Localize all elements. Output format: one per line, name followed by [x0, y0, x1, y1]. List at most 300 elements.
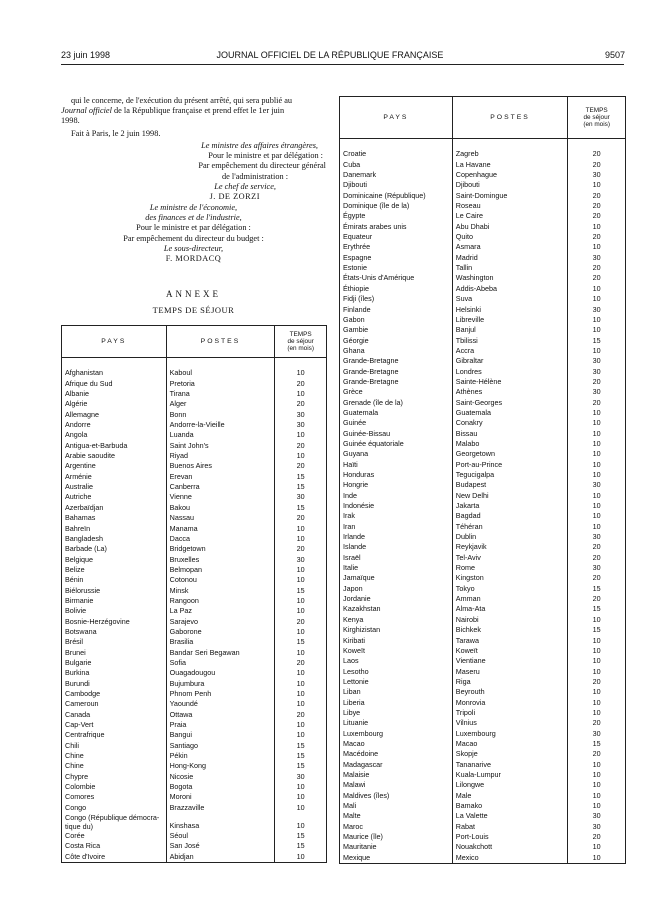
cell-poste: Beyrouth [452, 687, 568, 697]
cell-temps: 10 [275, 575, 327, 585]
cell-poste: Saint John's [166, 441, 275, 451]
table-row [62, 461, 327, 471]
col-header-temps: TEMPS de séjour (en mois) [275, 326, 327, 358]
cell-pays: Maurice (île) [340, 832, 453, 842]
cell-pays: Laos [340, 656, 453, 666]
table-row [340, 594, 626, 604]
cell-poste: Bakou [166, 503, 275, 513]
table-row [340, 180, 626, 190]
cell-pays: Égypte [340, 211, 453, 221]
cell-temps: 10 [568, 408, 626, 418]
table-right [339, 96, 626, 864]
table-row [62, 565, 327, 575]
cell-temps: 10 [275, 720, 327, 730]
cell-temps: 15 [275, 586, 327, 596]
table-row [62, 544, 327, 554]
table-row [340, 191, 626, 201]
cell-pays: Brunei [62, 648, 167, 658]
cell-pays: Kazakhstan [340, 604, 453, 614]
cell-pays: Estonie [340, 263, 453, 273]
cell-poste: Abidjan [166, 852, 275, 863]
cell-temps: 10 [568, 222, 626, 232]
cell-temps: 10 [275, 679, 327, 689]
cell-temps: 10 [275, 668, 327, 678]
cell-temps: 10 [568, 429, 626, 439]
cell-pays: Inde [340, 491, 453, 501]
cell-pays: Guyana [340, 449, 453, 459]
cell-pays: Mali [340, 801, 453, 811]
table-row [62, 730, 327, 740]
table-row [340, 387, 626, 397]
cell-poste: Saint-Domingue [452, 191, 568, 201]
table-row [340, 677, 626, 687]
cell-poste: Moroni [166, 792, 275, 802]
cell-pays: Haïti [340, 460, 453, 470]
cell-poste: Conakry [452, 418, 568, 428]
cell-temps: 20 [275, 461, 327, 471]
cell-pays: Irlande [340, 532, 453, 542]
table-row [62, 792, 327, 802]
cell-pays: Cap-Vert [62, 720, 167, 730]
cell-poste: Andorre-la-Vieille [166, 420, 275, 430]
cell-pays: Djibouti [340, 180, 453, 190]
table-row [62, 430, 327, 440]
cell-temps: 30 [568, 170, 626, 180]
sig2-line-2: des finances et de l'industrie, [145, 213, 242, 223]
cell-temps: 10 [275, 524, 327, 534]
table-row [340, 284, 626, 294]
sig2-line-3: Pour le ministre et par délégation : [136, 223, 251, 233]
table-row [340, 398, 626, 408]
cell-temps: 20 [275, 399, 327, 409]
cell-temps: 10 [568, 418, 626, 428]
cell-poste: Monrovia [452, 698, 568, 708]
cell-temps: 10 [275, 627, 327, 637]
cell-poste: Nicosie [166, 772, 275, 782]
cell-pays: Bahamas [62, 513, 167, 523]
cell-poste: Rabat [452, 822, 568, 832]
cell-pays: Cuba [340, 160, 453, 170]
cell-poste: Nairobi [452, 615, 568, 625]
cell-poste: Tananarive [452, 760, 568, 770]
table-row [340, 842, 626, 852]
cell-temps: 30 [275, 772, 327, 782]
cell-poste: Tripoli [452, 708, 568, 718]
table-row [62, 782, 327, 792]
cell-pays: Guatemala [340, 408, 453, 418]
table-row [62, 627, 327, 637]
cell-pays: Bolivie [62, 606, 167, 616]
cell-poste: Manama [166, 524, 275, 534]
table-row [340, 573, 626, 583]
cell-pays: Irak [340, 511, 453, 521]
table-row [340, 687, 626, 697]
cell-pays: Émirats arabes unis [340, 222, 453, 232]
table-row [340, 667, 626, 677]
cell-pays: Gabon [340, 315, 453, 325]
cell-pays: Centrafrique [62, 730, 167, 740]
cell-pays: Italie [340, 563, 453, 573]
cell-poste: Nouakchott [452, 842, 568, 852]
cell-pays: Autriche [62, 492, 167, 502]
cell-poste: Banjul [452, 325, 568, 335]
cell-pays: Cameroun [62, 699, 167, 709]
cell-temps: 15 [275, 741, 327, 751]
cell-temps: 15 [275, 841, 327, 851]
cell-pays: Albanie [62, 389, 167, 399]
table-row [340, 729, 626, 739]
table-row [62, 575, 327, 585]
cell-temps: 10 [275, 803, 327, 813]
cell-temps: 10 [568, 770, 626, 780]
cell-poste: Dublin [452, 532, 568, 542]
table-right-body [340, 139, 626, 864]
header-page-number: 9507 [604, 50, 625, 60]
cell-temps: 20 [568, 191, 626, 201]
cell-temps: 10 [568, 346, 626, 356]
cell-pays: Chine [62, 761, 167, 771]
cell-pays: Costa Rica [62, 841, 167, 851]
cell-poste: Abu Dhabi [452, 222, 568, 232]
sig2-signatory: F. MORDACQ [165, 254, 222, 264]
table-row [62, 379, 327, 389]
cell-poste: Buenos Aires [166, 461, 275, 471]
cell-temps: 10 [568, 615, 626, 625]
cell-poste: Quito [452, 232, 568, 242]
cell-poste: Alma-Ata [452, 604, 568, 614]
table-left-body [62, 358, 327, 863]
cell-temps: 10 [275, 689, 327, 699]
table-row [62, 617, 327, 627]
cell-poste: Phnom Penh [166, 689, 275, 699]
intro-paragraph [61, 96, 326, 139]
sig1-line-3: Par empêchement du directeur général [198, 161, 326, 171]
cell-temps: 10 [568, 636, 626, 646]
cell-poste: Brasilia [166, 637, 275, 647]
table-row [340, 853, 626, 864]
cell-poste: New Delhi [452, 491, 568, 501]
cell-pays: Côte d'Ivoire [62, 852, 167, 863]
header-date: 23 juin 1998 [61, 50, 111, 60]
cell-pays: Danemark [340, 170, 453, 180]
cell-temps: 15 [568, 739, 626, 749]
cell-poste: Kuala-Lumpur [452, 770, 568, 780]
cell-temps: 10 [568, 780, 626, 790]
cell-poste: Georgetown [452, 449, 568, 459]
table-row [62, 420, 327, 430]
table-row [62, 399, 327, 409]
table-row [340, 822, 626, 832]
table-row [62, 852, 327, 863]
cell-poste: Le Caire [452, 211, 568, 221]
table-row [340, 542, 626, 552]
table-row [340, 615, 626, 625]
cell-pays: Jamaïque [340, 573, 453, 583]
cell-pays: Finlande [340, 305, 453, 315]
cell-pays: Algérie [62, 399, 167, 409]
cell-temps: 20 [568, 211, 626, 221]
cell-temps: 10 [568, 294, 626, 304]
cell-temps: 10 [275, 813, 327, 831]
cell-poste: Kaboul [166, 368, 275, 378]
cell-poste: Libreville [452, 315, 568, 325]
cell-poste: Sainte-Hélène [452, 377, 568, 387]
cell-poste: Ouagadougou [166, 668, 275, 678]
cell-pays: Mexique [340, 853, 453, 864]
cell-temps: 10 [568, 760, 626, 770]
cell-pays: Canada [62, 710, 167, 720]
cell-pays: États-Unis d'Amérique [340, 273, 453, 283]
cell-pays: Congo [62, 803, 167, 813]
cell-pays: Chypre [62, 772, 167, 782]
cell-poste: Malabo [452, 439, 568, 449]
cell-temps: 20 [275, 544, 327, 554]
table-row [340, 625, 626, 635]
cell-poste: Male [452, 791, 568, 801]
table-row [340, 511, 626, 521]
table-row [340, 367, 626, 377]
table-row [340, 325, 626, 335]
cell-temps: 30 [568, 563, 626, 573]
cell-pays: Dominicaine (République) [340, 191, 453, 201]
cell-poste: Vienne [166, 492, 275, 502]
cell-poste: Minsk [166, 586, 275, 596]
cell-temps: 20 [568, 594, 626, 604]
table-row [62, 668, 327, 678]
cell-temps: 20 [275, 617, 327, 627]
cell-poste: Santiago [166, 741, 275, 751]
cell-pays: Gambie [340, 325, 453, 335]
cell-temps: 10 [568, 315, 626, 325]
cell-temps: 15 [568, 604, 626, 614]
cell-poste: Maseru [452, 667, 568, 677]
col-header-pays: PAYS [340, 97, 453, 139]
cell-poste: Téhéran [452, 522, 568, 532]
cell-pays: Bulgarie [62, 658, 167, 668]
cell-pays: Croatie [340, 149, 453, 159]
table-row [62, 648, 327, 658]
cell-temps: 30 [568, 253, 626, 263]
cell-poste: Helsinki [452, 305, 568, 315]
cell-poste: Bichkek [452, 625, 568, 635]
cell-poste: Skopje [452, 749, 568, 759]
cell-pays: Belize [62, 565, 167, 575]
cell-poste: Yaoundé [166, 699, 275, 709]
cell-poste: Sarajevo [166, 617, 275, 627]
cell-poste: Bogota [166, 782, 275, 792]
cell-pays: Allemagne [62, 410, 167, 420]
cell-poste: Séoul [166, 831, 275, 841]
cell-poste: Hong-Kong [166, 761, 275, 771]
table-row [340, 201, 626, 211]
cell-temps: 10 [568, 284, 626, 294]
cell-temps: 30 [568, 356, 626, 366]
sig1-line-1: Le ministre des affaires étrangères, [201, 141, 318, 150]
cell-poste: Londres [452, 367, 568, 377]
cell-poste: San José [166, 841, 275, 851]
cell-pays: Madagascar [340, 760, 453, 770]
cell-poste: Copenhague [452, 170, 568, 180]
cell-temps: 10 [568, 491, 626, 501]
cell-pays: Grande-Bretagne [340, 377, 453, 387]
cell-temps: 10 [568, 511, 626, 521]
cell-poste: Kingston [452, 573, 568, 583]
table-row [340, 501, 626, 511]
cell-poste: Bissau [452, 429, 568, 439]
cell-poste: Djibouti [452, 180, 568, 190]
cell-pays: Afrique du Sud [62, 379, 167, 389]
cell-pays: Chili [62, 741, 167, 751]
cell-pays: Honduras [340, 470, 453, 480]
cell-temps: 10 [568, 656, 626, 666]
table-row [340, 604, 626, 614]
cell-temps: 10 [568, 791, 626, 801]
cell-poste: Bruxelles [166, 555, 275, 565]
cell-temps: 30 [568, 729, 626, 739]
cell-temps: 10 [568, 449, 626, 459]
cell-poste: Dacca [166, 534, 275, 544]
table-row [340, 532, 626, 542]
table-row [62, 841, 327, 851]
cell-pays: Arménie [62, 472, 167, 482]
cell-pays: Malte [340, 811, 453, 821]
cell-temps: 20 [568, 160, 626, 170]
table-row [340, 656, 626, 666]
cell-pays: Jordanie [340, 594, 453, 604]
cell-temps: 30 [275, 492, 327, 502]
cell-poste: Bridgetown [166, 544, 275, 554]
cell-poste: Erevan [166, 472, 275, 482]
cell-temps: 30 [568, 822, 626, 832]
intro-line-3: 1998. [61, 116, 80, 125]
cell-pays: Indonésie [340, 501, 453, 511]
table-row [340, 760, 626, 770]
cell-pays: Bangladesh [62, 534, 167, 544]
cell-poste: La Valette [452, 811, 568, 821]
cell-poste: Budapest [452, 480, 568, 490]
cell-temps: 10 [568, 470, 626, 480]
table-row [62, 813, 327, 831]
cell-poste: Brazzaville [166, 803, 275, 813]
intro-line-2: Journal officiel de la République française et prend effet le 1er juin [61, 106, 285, 115]
cell-poste: Port-au-Prince [452, 460, 568, 470]
cell-pays: Colombie [62, 782, 167, 792]
cell-temps: 20 [568, 398, 626, 408]
cell-pays: Kenya [340, 615, 453, 625]
table-row [340, 708, 626, 718]
table-row [340, 346, 626, 356]
table-row [340, 253, 626, 263]
cell-pays: Éthiopie [340, 284, 453, 294]
cell-pays: Grèce [340, 387, 453, 397]
cell-temps: 20 [568, 832, 626, 842]
table-row [62, 606, 327, 616]
table-row [340, 449, 626, 459]
cell-poste: Washington [452, 273, 568, 283]
cell-poste: Pretoria [166, 379, 275, 389]
cell-temps: 15 [568, 625, 626, 635]
table-row [62, 761, 327, 771]
cell-pays: Cambodge [62, 689, 167, 699]
cell-poste: Jakarta [452, 501, 568, 511]
cell-temps: 10 [568, 842, 626, 852]
table-row [62, 513, 327, 523]
cell-pays: Equateur [340, 232, 453, 242]
cell-pays: Ghana [340, 346, 453, 356]
cell-poste: Lilongwe [452, 780, 568, 790]
cell-pays: Andorre [62, 420, 167, 430]
table-row [340, 780, 626, 790]
table-row [340, 563, 626, 573]
cell-pays: Kiribati [340, 636, 453, 646]
table-row [340, 418, 626, 428]
col-header-temps: TEMPS de séjour (en mois) [568, 97, 626, 139]
table-row [62, 492, 327, 502]
cell-poste: Tbilissi [452, 336, 568, 346]
cell-pays: Grenade (île de la) [340, 398, 453, 408]
cell-poste: Riga [452, 677, 568, 687]
cell-temps: 30 [568, 387, 626, 397]
cell-temps: 15 [275, 503, 327, 513]
cell-temps: 15 [568, 584, 626, 594]
cell-temps: 30 [568, 480, 626, 490]
cell-poste: Bagdad [452, 511, 568, 521]
cell-pays: Antigua-et-Barbuda [62, 441, 167, 451]
table-row [340, 801, 626, 811]
cell-temps: 20 [275, 513, 327, 523]
table-row [62, 803, 327, 813]
table-row [340, 336, 626, 346]
table-row [340, 646, 626, 656]
table-row [340, 832, 626, 842]
cell-temps: 20 [275, 441, 327, 451]
cell-temps: 10 [275, 430, 327, 440]
cell-pays: Macédoine [340, 749, 453, 759]
cell-poste: Kinshasa [166, 813, 275, 831]
table-row [340, 211, 626, 221]
cell-pays: Macao [340, 739, 453, 749]
cell-temps: 10 [275, 699, 327, 709]
cell-temps: 10 [568, 242, 626, 252]
cell-pays: Guinée équatoriale [340, 439, 453, 449]
table-row [62, 503, 327, 513]
cell-poste: Bamako [452, 801, 568, 811]
col-header-pays: PAYS [62, 326, 167, 358]
table-row [340, 242, 626, 252]
table-row [340, 491, 626, 501]
cell-pays: Islande [340, 542, 453, 552]
cell-temps: 20 [568, 542, 626, 552]
cell-pays: Angola [62, 430, 167, 440]
cell-poste: Luxembourg [452, 729, 568, 739]
sig1-line-4: de l'administration : [221, 171, 288, 181]
cell-temps: 20 [568, 377, 626, 387]
table-row [340, 739, 626, 749]
cell-poste: Mexico [452, 853, 568, 864]
cell-pays: Grande-Bretagne [340, 367, 453, 377]
cell-temps: 20 [568, 149, 626, 159]
table-row [62, 720, 327, 730]
cell-temps: 10 [568, 698, 626, 708]
cell-temps: 10 [568, 801, 626, 811]
cell-poste: Reykjavik [452, 542, 568, 552]
table-row [340, 636, 626, 646]
cell-pays: Biélorussie [62, 586, 167, 596]
table-row [340, 408, 626, 418]
cell-pays: Kirghizistan [340, 625, 453, 635]
cell-poste: Tegucigalpa [452, 470, 568, 480]
table-row [340, 460, 626, 470]
